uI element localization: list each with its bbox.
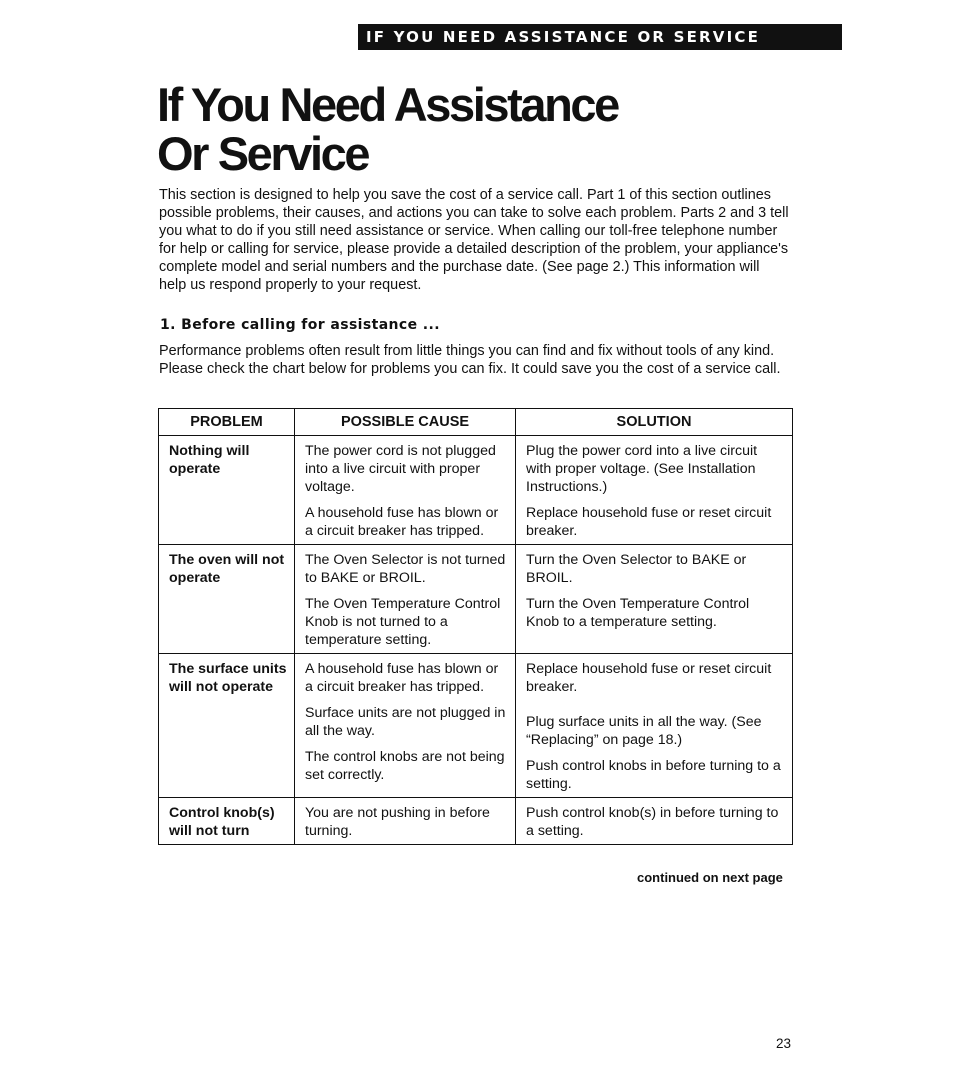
solution-text: Replace household fuse or reset circuit breaker. (526, 505, 772, 539)
cause-text: The Oven Selector is not turned to BAKE or BROIL. (305, 552, 506, 586)
cause-text: You are not pushing in before turning. (305, 805, 490, 839)
page-title (157, 80, 618, 178)
solution-text: Replace household fuse or reset circuit breaker. (526, 661, 772, 695)
page-title-line-2: Or Service (157, 127, 369, 180)
continued-note: continued on next page (637, 870, 783, 885)
page-title-line-1: If You Need Assistance (157, 78, 618, 131)
header-solution: SOLUTION (516, 409, 793, 436)
troubleshooting-table (158, 408, 793, 845)
intro-paragraph: This section is designed to help you save the cost of a service call. Part 1 of this section outlines possible problems, their causes, and actions you can take to solve each problem. Parts 2 and 3 tell you what to do if you still need assistance or service. When calling our toll-free telephone number for help or calling for service, please provide a detailed description of the problem, your appliance's complete model and serial numbers and the purchase date. (See page 2.) This information will help us respond properly to your request. (159, 187, 789, 293)
section-heading: 1. Before calling for assistance ... (160, 317, 440, 333)
table-header-row (159, 409, 793, 436)
cause-text: Surface units are not plugged in all the way. (305, 705, 506, 739)
cause-text: The control knobs are not being set correctly. (305, 749, 505, 783)
cause-text: A household fuse has blown or a circuit breaker has tripped. (305, 505, 499, 539)
solution-text: Turn the Oven Temperature Control Knob to a temperature setting. (526, 596, 750, 630)
solution-text: Plug surface units in all the way. (See “Replacing” on page 18.) (526, 714, 762, 748)
problem-cell: Control knob(s) will not turn (159, 798, 295, 845)
solution-text: Turn the Oven Selector to BAKE or BROIL. (526, 552, 747, 586)
solution-text: Push control knobs in before turning to a setting. (526, 758, 781, 792)
table-row (159, 436, 793, 545)
problem-cell: The oven will not operate (159, 545, 295, 654)
cause-cell (295, 436, 516, 545)
solution-text: Push control knob(s) in before turning to a setting. (526, 805, 779, 839)
solution-cell (516, 436, 793, 545)
table-row (159, 654, 793, 798)
cause-text: The Oven Temperature Control Knob is not turned to a temperature setting. (305, 596, 501, 648)
problem-cell: Nothing will operate (159, 436, 295, 545)
table-row (159, 545, 793, 654)
problem-cell: The surface units will not operate (159, 654, 295, 798)
cause-cell (295, 545, 516, 654)
header-possible-cause: POSSIBLE CAUSE (295, 409, 516, 436)
solution-cell (516, 545, 793, 654)
table-row (159, 798, 793, 845)
solution-text: Plug the power cord into a live circuit with proper voltage. (See Installation Instructions.) (526, 443, 758, 495)
solution-cell (516, 654, 793, 798)
cause-cell (295, 798, 516, 845)
solution-cell (516, 798, 793, 845)
section-intro-paragraph: Performance problems often result from little things you can find and fix without tools of any kind. Please check the chart below for problems you can fix. It could save you the cost of a service call. (159, 343, 781, 377)
cause-cell (295, 654, 516, 798)
cause-text: A household fuse has blown or a circuit breaker has tripped. (305, 661, 499, 695)
page-number: 23 (776, 1036, 792, 1051)
header-problem: PROBLEM (159, 409, 295, 436)
cause-text: The power cord is not plugged into a live circuit with proper voltage. (305, 443, 496, 495)
section-banner: IF YOU NEED ASSISTANCE OR SERVICE (358, 24, 842, 50)
